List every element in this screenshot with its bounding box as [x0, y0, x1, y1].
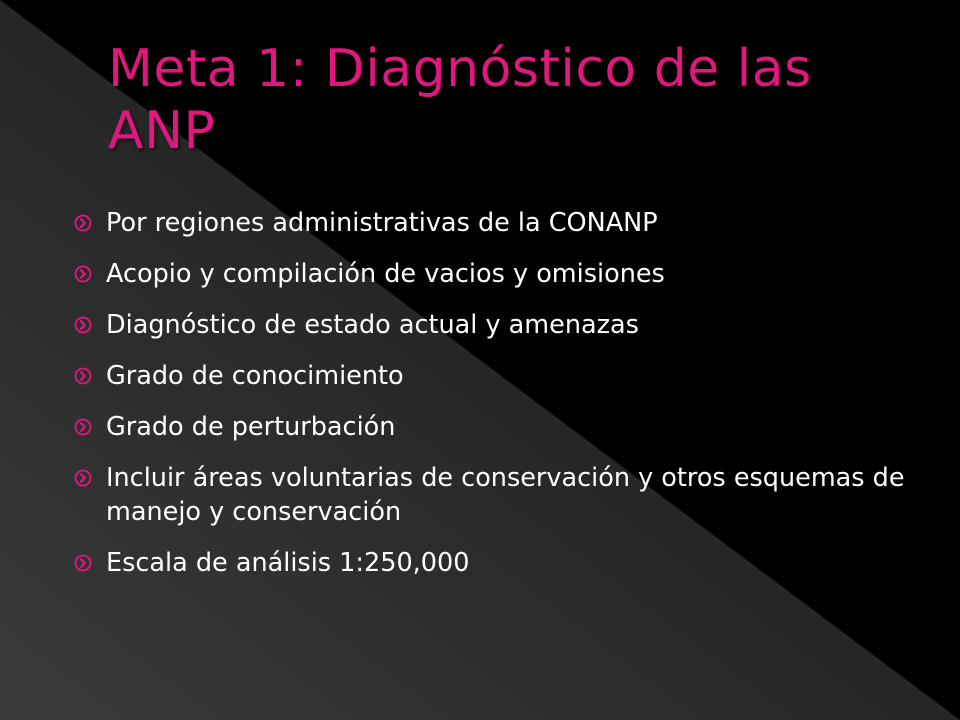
list-item [74, 546, 914, 580]
list-item [74, 257, 914, 291]
circle-chevron-right-icon [74, 418, 92, 436]
circle-chevron-right-icon [74, 554, 92, 572]
bullet-text: Por regiones administrativas de la CONANP [106, 208, 658, 238]
circle-chevron-right-icon [74, 265, 92, 283]
circle-chevron-right-icon [74, 214, 92, 232]
bullet-list [74, 206, 914, 597]
slide-title: Meta 1: Diagnóstico de las ANP [108, 39, 812, 161]
bullet-text: Grado de perturbación [106, 412, 396, 442]
list-item [74, 206, 914, 240]
list-item [74, 410, 914, 444]
circle-chevron-right-icon [74, 469, 92, 487]
bullet-text: Escala de análisis 1:250,000 [106, 548, 470, 578]
list-item [74, 359, 914, 393]
circle-chevron-right-icon [74, 367, 92, 385]
list-item [74, 461, 914, 529]
bullet-text: Incluir áreas voluntarias de conservación y otros esquemas de manejo y conservación [106, 463, 905, 527]
bullet-text: Acopio y compilación de vacios y omisiones [106, 259, 665, 289]
list-item [74, 308, 914, 342]
circle-chevron-right-icon [74, 316, 92, 334]
bullet-text: Diagnóstico de estado actual y amenazas [106, 310, 639, 340]
bullet-text: Grado de conocimiento [106, 361, 404, 391]
